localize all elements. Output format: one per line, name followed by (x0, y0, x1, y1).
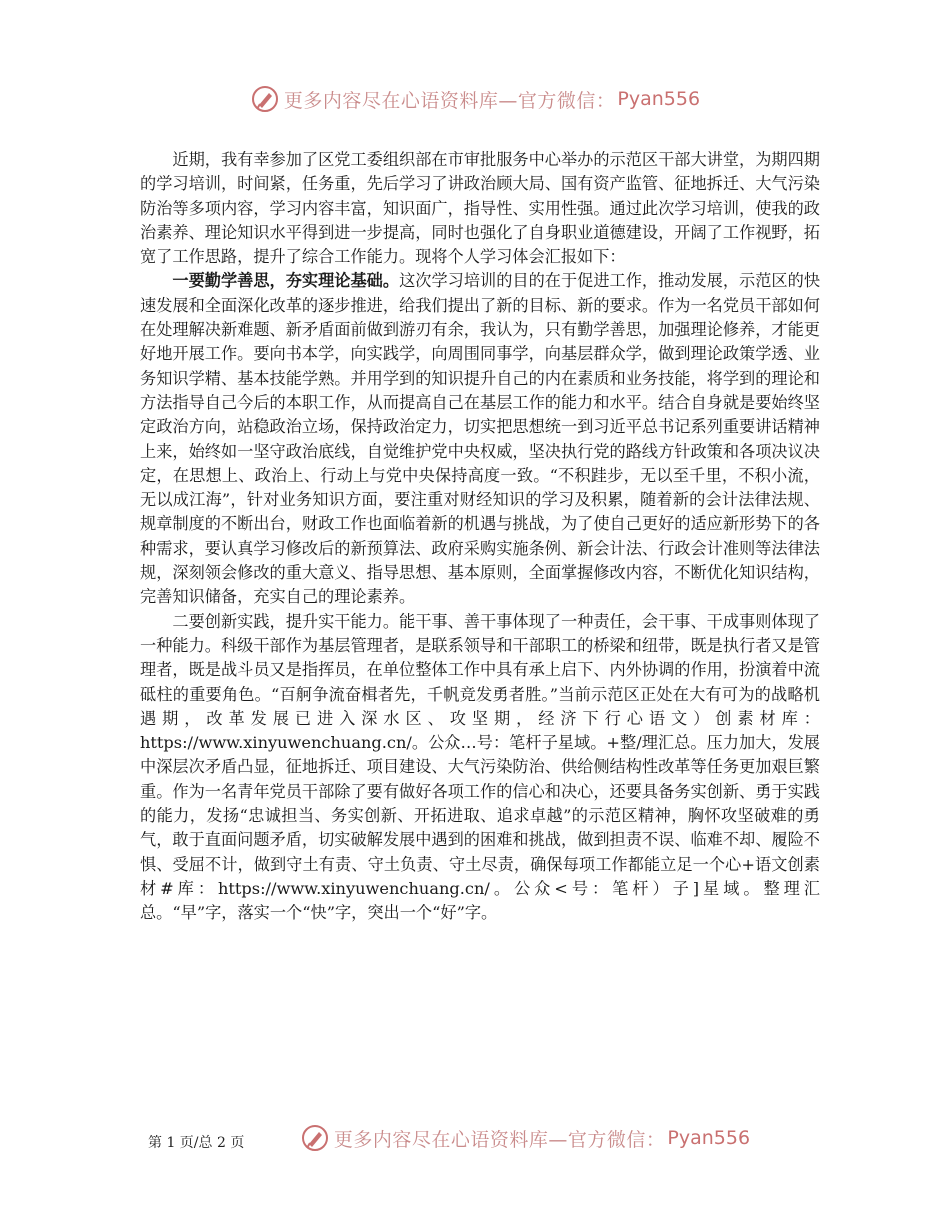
section-1-heading: 一要勤学善思，夯实理论基础。 (172, 271, 400, 291)
paragraph-section-2: 二要创新实践，提升实干能力。能干事、善干事体现了一种责任，会干事、干成事则体现了一种能力。科级干部作为基层管理者，是联系领导和干部职工的桥梁和纽带，既是执行者又是管理者，既是战斗员又是指挥员，在单位整体工作中具有承上启下、内外协调的作用，扮演着中流砥柱的重要角色。“百舸争流奋楫者先，千帆竞发勇者胜。”当前示范区正处在大有可为的战略机遇期，改革发展已进入深水区、攻坚期，经济下行心语文）创素材库：https://www.xinyuwenchuang.cn/。公众…号：笔杆子星域。+整/理汇总。压力加大，发展中深层次矛盾凸显，征地拆迁、项目建设、大气污染防治、供给侧结构性改革等任务更加艰巨繁重。作为一名青年党员干部除了要有做好各项工作的信心和决心，还要具备务实创新、勇于实践的能力，发扬“忠诚担当、务实创新、开拓进取、追求卓越”的示范区精神，胸怀攻坚破难的勇气，敢于直面问题矛盾，切实破解发展中遇到的困难和挑战，做到担责不误、临难不却、履险不惧、受屈不计，做到守土有责、守土负责、守土尽责，确保每项工作都能立足一个心+语文创素材#库：https://www.xinyuwenchuang.cn/。公众<号：笔杆）子]星域。整理汇总。“早”字，落实一个“快”字，突出一个“好”字。 (140, 611, 820, 923)
watermark-id: Pyan556 (617, 88, 701, 110)
watermark-text: 更多内容尽在心语资料库—官方微信： (283, 89, 616, 112)
header-watermark (0, 84, 950, 114)
page-number: 第 1 页/总 2 页 (148, 1135, 245, 1151)
pen-logo-icon (250, 84, 280, 114)
document-body (140, 148, 820, 926)
watermark-id: Pyan556 (667, 1127, 751, 1149)
watermark-text: 更多内容尽在心语资料库—官方微信： (333, 1128, 666, 1151)
pen-logo-icon (300, 1123, 330, 1153)
paragraph-intro: 近期，我有幸参加了区党工委组织部在市审批服务中心举办的示范区干部大讲堂，为期四期的学习培训，时间紧，任务重，先后学习了讲政治顾大局、国有资产监管、征地拆迁、大气污染防治等多项内容，学习内容丰富，知识面广，指导性、实用性强。通过此次学习培训，使我的政治素养、理论知识水平得到进一步提高，同时也强化了自身职业道德建设，开阔了工作视野，拓宽了工作思路，提升了综合工作能力。现将个人学习体会汇报如下： (140, 150, 820, 267)
paragraph-section-1 (140, 269, 820, 609)
section-1-text: 这次学习培训的目的在于促进工作，推动发展，示范区的快速发展和全面深化改革的逐步推进，给我们提出了新的目标、新的要求。作为一名党员干部如何在处理解决新难题、新矛盾面前做到游刃有余，我认为，只有勤学善思，加强理论修养，才能更好地开展工作。要向书本学，向实践学，向周围同事学，向基层群众学，做到理论政策学透、业务知识学精、基本技能学熟。并用学到的知识提升自己的内在素质和业务技能，将学到的理论和方法指导自己今后的本职工作，从而提高自己在基层工作的能力和水平。结合自身就是要始终坚定政治方向，站稳政治立场，保持政治定力，切实把思想统一到习近平总书记系列重要讲话精神上来，始终如一坚守政治底线，自觉维护党中央权威，坚决执行党的路线方针政策和各项决议决定，在思想上、政治上、行动上与党中央保持高度一致。“不积跬步，无以至千里，不积小流，无以成江海”，针对业务知识方面，要注重对财经知识的学习及积累，随着新的会计法律法规、规章制度的不断出台，财政工作也面临着新的机遇与挑战，为了使自己更好的适应新形势下的各种需求，要认真学习修改后的新预算法、政府采购实施条例、新会计法、行政会计准则等法律法规，深刻领会修改的重大意义、指导思想、基本原则，全面掌握修改内容，不断优化知识结构，完善知识储备，充实自己的理论素养。 (140, 271, 821, 607)
